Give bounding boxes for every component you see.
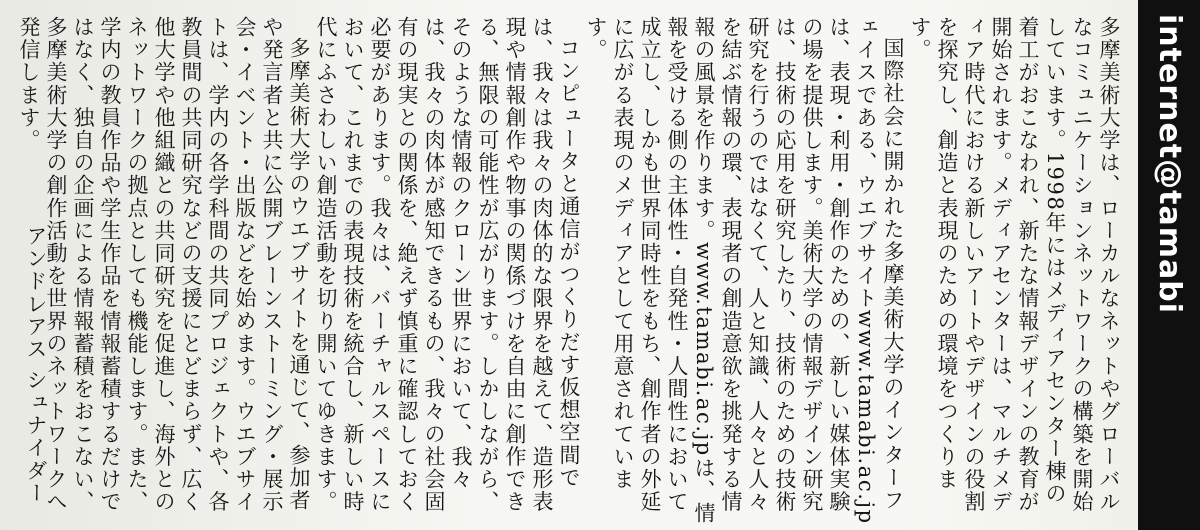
author-signature: アンドレアス シュナイダー xyxy=(24,224,48,504)
paragraph-website: 国際社会に開かれた多摩美術大学のインターフェイスである、ウエブサイトwww.tamabi.ac.jpは、表現・利用・創作のための、新しい媒体実験の場を提供します。美術大学の情報デザイン研究は、技術の応用を研究したり、技術のための技術研究を行うのではなくて、人と知識、人々と人々を結ぶ情報の環、表現者の創造意欲を挑発する情報の風景を作ります。www.tamabi.ac.jpは、情報を受ける側の主体性・自発性・人間性において成立し、しかも世界同時性をもち、創作者の外延に広がる表現のメディアとして用意されています。 xyxy=(584,16,905,525)
article-body xyxy=(15,16,1122,526)
page-title: internet@tamabi xyxy=(1152,14,1187,315)
paragraph-intro: 多摩美術大学は、ローカルなネットやグローバルなコミュニケーションネットワークの構築を開始しています。1998年にはメディアセンター棟の着工がおこなわれ、新たな情報デザインの教育が開始されます。メディアセンターは、マルチメディア時代における新しいアートやデザインの役割を探究し、創造と表現のための環境をつくります。 xyxy=(908,16,1121,514)
paragraph-virtual-space: コンピュータと通信がつくりだす仮想空間では、我々は我々の肉体的な限界を越えて、造形表現や情報創作や物事の関係づけを自由に創作できる、無限の可能性が広がります。しかしながら、そのような情報のクローン世界において、我々は、我々の肉体が感知できるもの、我々の社会固有の現実との関係を、絶えず慎重に確認しておく必要があります。我々は、バーチャルスペースにおいて、これまでの表現技術を統合し、新しい時代にふさわしい創造活動を切り開いてゆきます。 xyxy=(314,16,581,514)
paragraph-collaboration: 多摩美術大学のウエブサイトを通じて、参加者や発言者と共に公開ブレーンストーミング・展示会・イベント・出版などを始めます。ウエブサイトは、学内の各学科間の共同プロジェクトや、各教員間の共同研究などの支援にとどまらず、広く他大学や他組織との共同研究を促進し、海外とのネットワークの拠点としても機能します。また、学内の教員作品や学生作品を情報蓄積するだけではなく、独自の企画による情報蓄積をおこない、多摩美術大学の創作活動を世界のネットワークへ発信します。 xyxy=(17,16,311,514)
title-bar xyxy=(1138,0,1200,530)
